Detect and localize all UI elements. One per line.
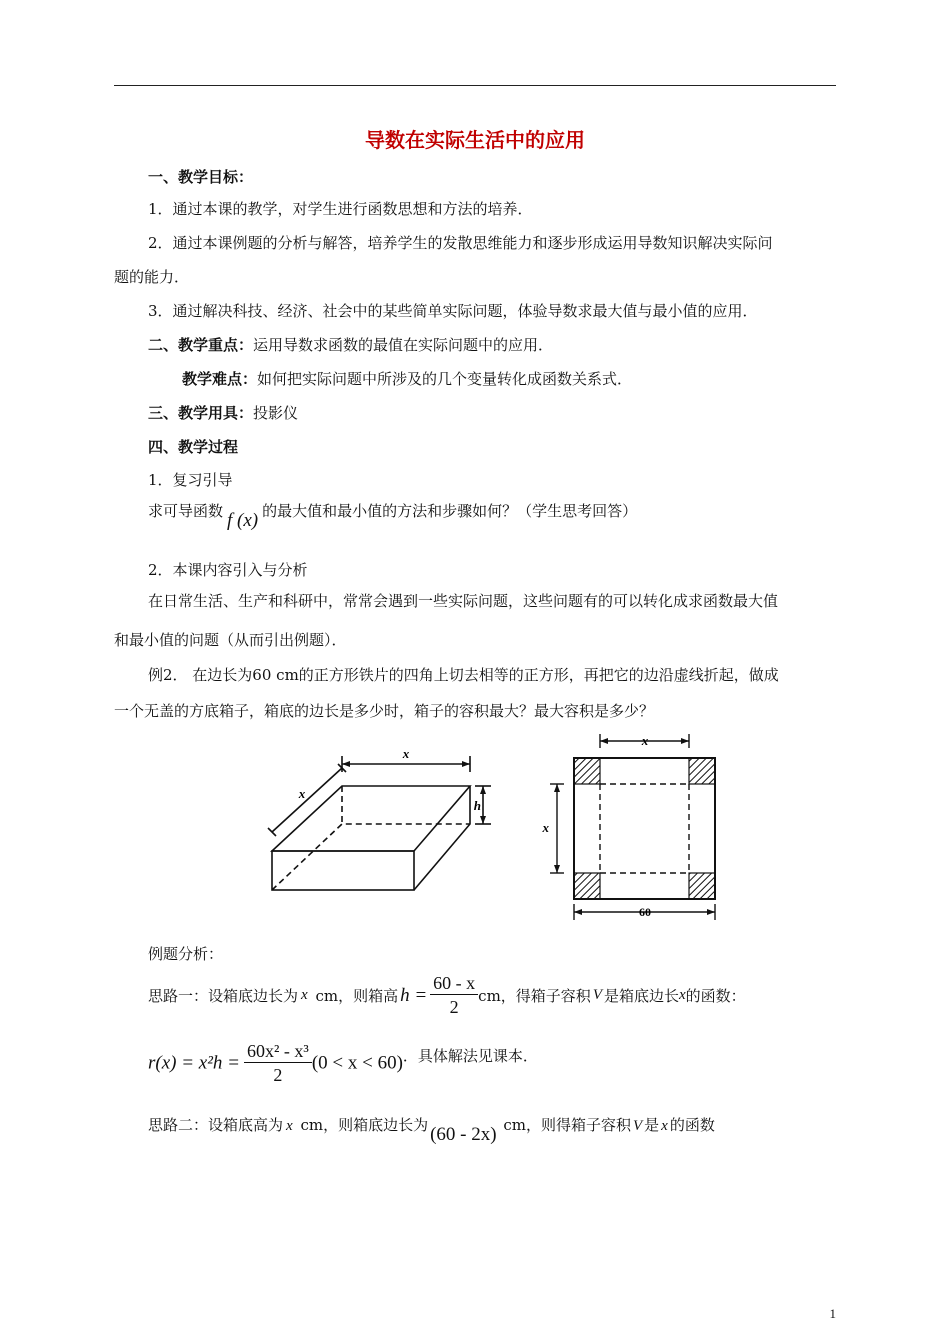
intro-line-1: 在日常生活、生产和科研中，常常会遇到一些实际问题，这些问题有的可以转化成求函数最大值 — [148, 592, 779, 610]
box-x-label: x — [402, 746, 410, 761]
box-diagonal-x-label: x — [298, 786, 306, 801]
page-number: 1 — [829, 1306, 836, 1321]
volume-formula-domain: (0 < x < 60) — [311, 1052, 403, 1074]
sheet-side-60-label: 60 — [639, 905, 651, 919]
volume-formula-note: ．具体解法见课本． — [402, 1047, 538, 1065]
volume-formula-lhs: r(x) = x²h = — [148, 1052, 241, 1074]
approach-2-x2: x — [661, 1118, 668, 1134]
approach-2-line — [148, 1114, 715, 1148]
intro-line-2: 和最小值的问题（从而引出例题）． — [114, 631, 347, 649]
approach-2-x: x — [286, 1118, 293, 1134]
approach-1-x2: x — [679, 987, 686, 1003]
volume-formula-line — [148, 1040, 538, 1094]
box-h-label: h — [473, 798, 481, 813]
section-2-heading: 二、教学重点： — [148, 336, 254, 354]
approach-2-expression: (60 - 2x) — [430, 1124, 497, 1145]
goal-2-line-1: 2．通过本课例题的分析与解答，培养学生的发散思维能力和逐步形成运用导数知识解决实际问 — [148, 234, 773, 252]
difficulty-line — [182, 368, 632, 389]
analysis-label: 例题分析： — [148, 945, 224, 963]
key-point-line — [148, 334, 553, 355]
key-point-text: 运用导数求函数的最值在实际问题中的应用． — [253, 336, 554, 354]
approach-2-suffix: cm，则得箱子容积 — [498, 1116, 631, 1134]
approach-1-suffix-3: 的函数： — [685, 987, 746, 1005]
example-line-2: 一个无盖的方底箱子，箱底的边长是多少时，箱子的容积最大？最大容积是多少？ — [114, 702, 655, 720]
function-fx: f (x) — [227, 510, 259, 531]
difficulty-heading: 教学难点： — [182, 370, 258, 388]
open-box-drawing — [268, 756, 491, 890]
tools-line — [148, 402, 298, 423]
volume-fraction-numerator: 60x² - x³ — [244, 1040, 312, 1063]
approach-1-mid: cm，则箱高 — [310, 987, 399, 1005]
page-title: 导数在实际生活中的应用 — [365, 128, 585, 152]
height-fraction-numerator: 60 - x — [430, 972, 478, 995]
intro-heading: 2．本课内容引入与分析 — [148, 561, 308, 579]
volume-fraction-denominator: 2 — [273, 1065, 283, 1085]
example-line-1: 例2． 在边长为60 cm的正方形铁片的四角上切去相等的正方形，再把它的边沿虚线折起，做成 — [148, 666, 779, 684]
review-heading: 1．复习引导 — [148, 471, 233, 489]
approach-1-suffix-2: 是箱底边长 — [603, 987, 679, 1005]
section-4-heading: 四、教学过程 — [148, 438, 239, 456]
section-1-heading: 一、教学目标： — [148, 168, 254, 186]
approach-2-V: V — [632, 1118, 643, 1134]
goal-2-line-2: 题的能力． — [114, 268, 190, 286]
approach-2-suffix-2: 是 — [644, 1116, 660, 1134]
approach-1-x: x — [301, 987, 308, 1003]
review-question — [148, 500, 638, 531]
height-fraction-denominator: 2 — [449, 997, 459, 1017]
approach-2-suffix-3: 的函数 — [669, 1116, 715, 1134]
volume-fraction — [244, 1040, 312, 1087]
goal-1: 1．通过本课的教学，对学生进行函数思想和方法的培养． — [148, 200, 533, 218]
height-fraction — [430, 972, 478, 1019]
review-question-suffix: 的最大值和最小值的方法和步骤如何？（学生思考回答） — [262, 502, 638, 520]
goal-3: 3．通过解决科技、经济、社会中的某些简单实际问题，体验导数求最大值与最小值的应用． — [148, 302, 758, 320]
box-figure — [262, 728, 732, 924]
sheet-top-x-label: x — [641, 733, 649, 748]
approach-1-h: h = — [400, 984, 428, 1006]
cut-sheet-drawing — [550, 734, 715, 920]
difficulty-text: 如何把实际问题中所涉及的几个变量转化成函数关系式． — [257, 370, 633, 388]
header-rule — [114, 85, 836, 86]
approach-1-suffix: cm，得箱子容积 — [478, 987, 591, 1005]
approach-2-mid: cm，则箱底边长为 — [295, 1116, 429, 1134]
approach-1-line — [148, 972, 746, 1022]
approach-1-prefix: 思路一：设箱底边长为 — [148, 987, 299, 1005]
sheet-side-x-label: x — [542, 820, 549, 835]
tools-text: 投影仪 — [253, 404, 299, 422]
approach-2-prefix: 思路二：设箱底高为 — [148, 1116, 284, 1134]
review-question-prefix: 求可导函数 — [148, 502, 224, 520]
section-3-heading: 三、教学用具： — [148, 404, 254, 422]
approach-1-V: V — [592, 987, 602, 1003]
